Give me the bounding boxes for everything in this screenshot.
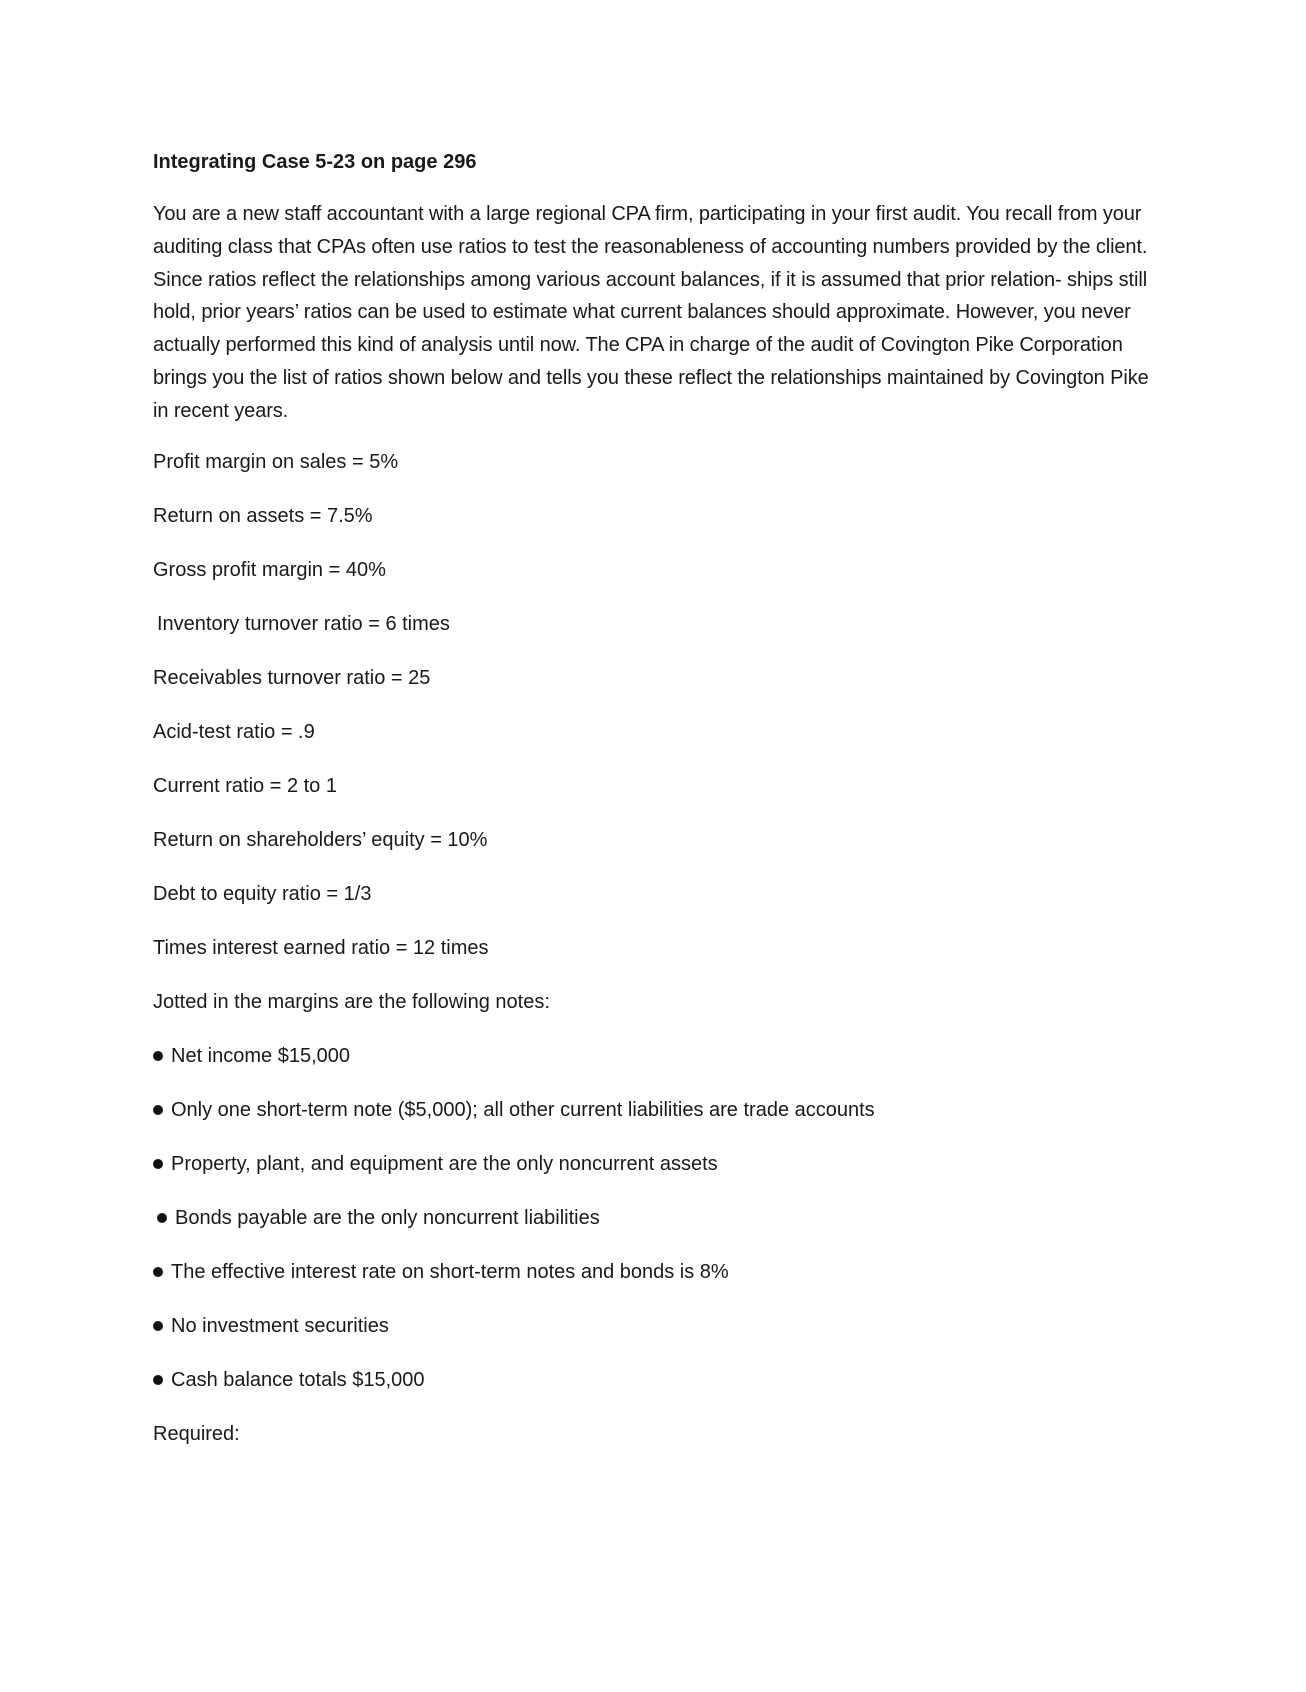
document-page bbox=[153, 148, 1153, 1448]
note-text: Bonds payable are the only noncurrent liabilities bbox=[175, 1206, 600, 1229]
note-text: The effective interest rate on short-term notes and bonds is 8% bbox=[171, 1260, 729, 1283]
note-text: Property, plant, and equipment are the only noncurrent assets bbox=[171, 1152, 718, 1175]
ratio-receivables-turnover: Receivables turnover ratio = 25 bbox=[153, 666, 431, 689]
ratio-debt-to-equity: Debt to equity ratio = 1/3 bbox=[153, 882, 372, 905]
intro-paragraph: You are a new staff accountant with a large regional CPA firm, participating in your first audit. You recall from your auditing class that CPAs often use ratios to test the reasonableness of accounting numbers provided by the client. Since ratios reflect the relationships among various account balances, if it is assumed that prior relation- ships still hold, prior years’ ratios can be used to estimate what current balances should approximate. However, you never actually performed this kind of analysis until now. The CPA in charge of the audit of Covington Pike Corporation brings you the list of ratios shown below and tells you these reflect the relationships maintained by Covington Pike in recent years. bbox=[153, 203, 1149, 422]
ratio-current: Current ratio = 2 to 1 bbox=[153, 774, 337, 797]
note-text: Net income $15,000 bbox=[171, 1044, 351, 1067]
ratio-gross-profit-margin: Gross profit margin = 40% bbox=[153, 558, 386, 581]
ratio-profit-margin: Profit margin on sales = 5% bbox=[153, 450, 399, 473]
note-text: Only one short-term note ($5,000); all other current liabilities are trade accounts bbox=[171, 1098, 875, 1121]
ratio-list bbox=[153, 448, 1153, 962]
note-text: No investment securities bbox=[171, 1314, 389, 1337]
bullet-icon bbox=[157, 1213, 167, 1223]
note-item bbox=[153, 1042, 1153, 1070]
note-item bbox=[153, 1312, 1153, 1340]
bullet-icon bbox=[153, 1051, 163, 1061]
note-item bbox=[153, 1258, 1153, 1286]
ratio-times-interest-earned: Times interest earned ratio = 12 times bbox=[153, 936, 489, 959]
ratio-return-on-assets: Return on assets = 7.5% bbox=[153, 504, 373, 527]
note-text: Cash balance totals $15,000 bbox=[171, 1368, 425, 1391]
note-item bbox=[153, 1204, 1153, 1232]
bullet-icon bbox=[153, 1375, 163, 1385]
bullet-icon bbox=[153, 1105, 163, 1115]
note-item bbox=[153, 1366, 1153, 1394]
document-title: Integrating Case 5-23 on page 296 bbox=[153, 151, 477, 173]
ratio-return-on-equity: Return on shareholders’ equity = 10% bbox=[153, 828, 488, 851]
notes-intro: Jotted in the margins are the following notes: bbox=[153, 990, 550, 1013]
note-item bbox=[153, 1096, 1153, 1124]
note-item bbox=[153, 1150, 1153, 1178]
bullet-icon bbox=[153, 1267, 163, 1277]
notes-list bbox=[153, 1042, 1153, 1394]
required-label: Required: bbox=[153, 1422, 240, 1445]
bullet-icon bbox=[153, 1321, 163, 1331]
ratio-inventory-turnover: Inventory turnover ratio = 6 times bbox=[157, 612, 450, 635]
bullet-icon bbox=[153, 1159, 163, 1169]
ratio-acid-test: Acid-test ratio = .9 bbox=[153, 720, 315, 743]
